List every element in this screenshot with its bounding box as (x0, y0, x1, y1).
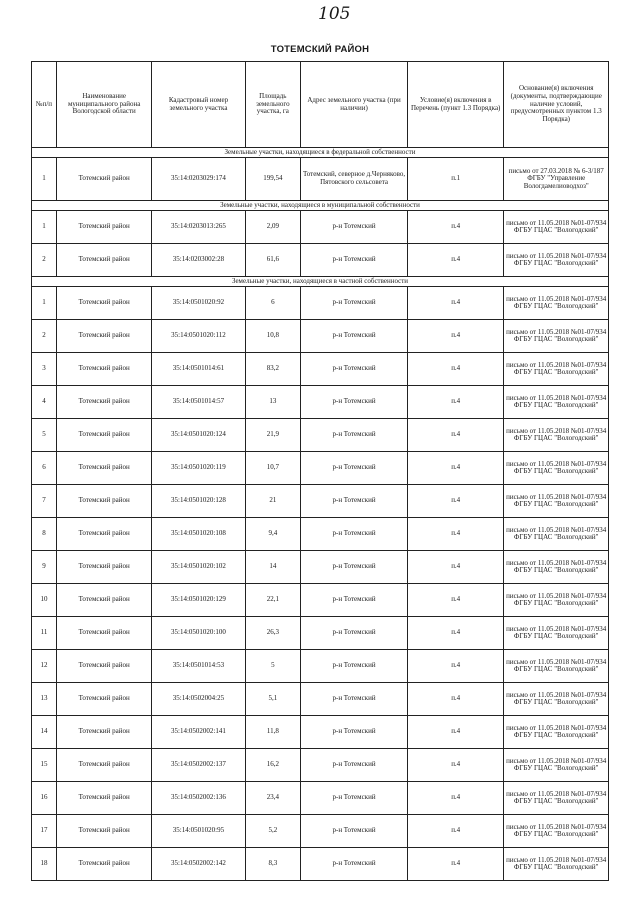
row-area: 5,1 (245, 683, 301, 716)
row-district: Тотемский район (56, 617, 151, 650)
row-address: р-н Тотемский (301, 386, 408, 419)
table-row (32, 815, 609, 848)
row-basis: письмо от 11.05.2018 №01-07/934 ФГБУ ГЦАС "Вологодский" (504, 848, 609, 881)
row-number: 18 (32, 848, 57, 881)
row-district: Тотемский район (56, 518, 151, 551)
row-cadastral-number: 35:14:0501020:119 (152, 452, 245, 485)
row-area: 26,3 (245, 617, 301, 650)
row-area: 10,8 (245, 320, 301, 353)
row-address: р-н Тотемский (301, 287, 408, 320)
row-condition: п.4 (407, 683, 504, 716)
row-condition: п.4 (407, 320, 504, 353)
row-address: р-н Тотемский (301, 815, 408, 848)
row-condition: п.4 (407, 782, 504, 815)
table-row (32, 485, 609, 518)
table-body (32, 62, 609, 881)
header-area: Площадь земельного участка, га (245, 62, 301, 148)
row-cadastral-number: 35:14:0501020:108 (152, 518, 245, 551)
row-cadastral-number: 35:14:0501020:128 (152, 485, 245, 518)
row-area: 199,54 (245, 158, 301, 201)
row-basis: письмо от 11.05.2018 №01-07/934 ФГБУ ГЦАС "Вологодский" (504, 419, 609, 452)
row-district: Тотемский район (56, 244, 151, 277)
row-number: 1 (32, 211, 57, 244)
row-number: 12 (32, 650, 57, 683)
row-basis: письмо от 11.05.2018 №01-07/934 ФГБУ ГЦАС "Вологодский" (504, 617, 609, 650)
row-condition: п.4 (407, 551, 504, 584)
row-basis: письмо от 11.05.2018 №01-07/934 ФГБУ ГЦАС "Вологодский" (504, 551, 609, 584)
row-number: 8 (32, 518, 57, 551)
row-district: Тотемский район (56, 683, 151, 716)
row-condition: п.1 (407, 158, 504, 201)
row-area: 2,09 (245, 211, 301, 244)
row-basis: письмо от 11.05.2018 №01-07/934 ФГБУ ГЦАС "Вологодский" (504, 749, 609, 782)
row-cadastral-number: 35:14:0501020:95 (152, 815, 245, 848)
section-header-row (32, 277, 609, 287)
row-district: Тотемский район (56, 353, 151, 386)
row-cadastral-number: 35:14:0501014:53 (152, 650, 245, 683)
table-row (32, 320, 609, 353)
header-basis: Основание(я) включения (документы, подтверждающие наличие условий, предусмотренных пунктом 1.3 Порядка) (504, 62, 609, 148)
row-number: 9 (32, 551, 57, 584)
row-address: р-н Тотемский (301, 716, 408, 749)
table-row (32, 244, 609, 277)
row-district: Тотемский район (56, 158, 151, 201)
row-condition: п.4 (407, 485, 504, 518)
row-address: р-н Тотемский (301, 211, 408, 244)
row-cadastral-number: 35:14:0501020:100 (152, 617, 245, 650)
row-area: 11,8 (245, 716, 301, 749)
row-cadastral-number: 35:14:0502002:141 (152, 716, 245, 749)
row-number: 16 (32, 782, 57, 815)
row-area: 5,2 (245, 815, 301, 848)
table-row (32, 683, 609, 716)
row-district: Тотемский район (56, 815, 151, 848)
row-district: Тотемский район (56, 320, 151, 353)
row-number: 11 (32, 617, 57, 650)
row-basis: письмо от 11.05.2018 №01-07/934 ФГБУ ГЦАС "Вологодский" (504, 211, 609, 244)
row-basis: письмо от 11.05.2018 №01-07/934 ФГБУ ГЦАС "Вологодский" (504, 716, 609, 749)
row-district: Тотемский район (56, 551, 151, 584)
table-row (32, 617, 609, 650)
row-basis: письмо от 11.05.2018 №01-07/934 ФГБУ ГЦАС "Вологодский" (504, 815, 609, 848)
row-area: 16,2 (245, 749, 301, 782)
row-district: Тотемский район (56, 419, 151, 452)
row-cadastral-number: 35:14:0501020:129 (152, 584, 245, 617)
row-district: Тотемский район (56, 211, 151, 244)
row-area: 21,9 (245, 419, 301, 452)
header-number: №п/п (32, 62, 57, 148)
row-area: 23,4 (245, 782, 301, 815)
table-row (32, 158, 609, 201)
table-row (32, 551, 609, 584)
row-number: 13 (32, 683, 57, 716)
row-district: Тотемский район (56, 452, 151, 485)
row-cadastral-number: 35:14:0501020:124 (152, 419, 245, 452)
row-address: р-н Тотемский (301, 452, 408, 485)
row-condition: п.4 (407, 749, 504, 782)
row-number: 10 (32, 584, 57, 617)
row-condition: п.4 (407, 716, 504, 749)
header-address: Адрес земельного участка (при наличии) (301, 62, 408, 148)
row-number: 14 (32, 716, 57, 749)
row-address: р-н Тотемский (301, 683, 408, 716)
row-condition: п.4 (407, 452, 504, 485)
section-title: Земельные участки, находящиеся в частной собственности (32, 277, 609, 287)
row-address: р-н Тотемский (301, 353, 408, 386)
row-basis: письмо от 11.05.2018 №01-07/934 ФГБУ ГЦАС "Вологодский" (504, 320, 609, 353)
row-cadastral-number: 35:14:0502002:136 (152, 782, 245, 815)
row-district: Тотемский район (56, 485, 151, 518)
row-address: р-н Тотемский (301, 584, 408, 617)
row-condition: п.4 (407, 518, 504, 551)
table-row (32, 716, 609, 749)
row-address: р-н Тотемский (301, 244, 408, 277)
row-cadastral-number: 35:14:0501014:57 (152, 386, 245, 419)
section-header-row (32, 201, 609, 211)
row-area: 8,3 (245, 848, 301, 881)
row-address: р-н Тотемский (301, 749, 408, 782)
row-number: 6 (32, 452, 57, 485)
table-row (32, 650, 609, 683)
header-district: Наименование муниципального района Вологодской области (56, 62, 151, 148)
table-row (32, 584, 609, 617)
table-row (32, 419, 609, 452)
row-condition: п.4 (407, 353, 504, 386)
row-address: Тотемский, северное д.Черняково, Пятовского сельсовета (301, 158, 408, 201)
row-condition: п.4 (407, 815, 504, 848)
row-area: 6 (245, 287, 301, 320)
row-district: Тотемский район (56, 716, 151, 749)
row-basis: письмо от 11.05.2018 №01-07/934 ФГБУ ГЦАС "Вологодский" (504, 650, 609, 683)
row-district: Тотемский район (56, 386, 151, 419)
row-district: Тотемский район (56, 749, 151, 782)
row-basis: письмо от 11.05.2018 №01-07/934 ФГБУ ГЦАС "Вологодский" (504, 683, 609, 716)
row-cadastral-number: 35:14:0502002:142 (152, 848, 245, 881)
row-number: 1 (32, 287, 57, 320)
row-area: 9,4 (245, 518, 301, 551)
section-title: Земельные участки, находящиеся в федеральной собственности (32, 148, 609, 158)
row-basis: письмо от 11.05.2018 №01-07/934 ФГБУ ГЦАС "Вологодский" (504, 452, 609, 485)
table-row (32, 782, 609, 815)
row-area: 5 (245, 650, 301, 683)
table-row (32, 452, 609, 485)
table-row (32, 848, 609, 881)
row-condition: п.4 (407, 848, 504, 881)
row-number: 1 (32, 158, 57, 201)
row-area: 10,7 (245, 452, 301, 485)
row-district: Тотемский район (56, 848, 151, 881)
row-area: 61,6 (245, 244, 301, 277)
row-address: р-н Тотемский (301, 518, 408, 551)
table-row (32, 211, 609, 244)
table-row (32, 518, 609, 551)
row-address: р-н Тотемский (301, 485, 408, 518)
row-address: р-н Тотемский (301, 320, 408, 353)
row-condition: п.4 (407, 584, 504, 617)
row-number: 17 (32, 815, 57, 848)
row-condition: п.4 (407, 244, 504, 277)
row-district: Тотемский район (56, 287, 151, 320)
row-area: 83,2 (245, 353, 301, 386)
row-address: р-н Тотемский (301, 551, 408, 584)
page-title: ТОТЕМСКИЙ РАЙОН (270, 44, 370, 55)
row-number: 7 (32, 485, 57, 518)
row-basis: письмо от 11.05.2018 №01-07/934 ФГБУ ГЦАС "Вологодский" (504, 287, 609, 320)
row-area: 14 (245, 551, 301, 584)
row-number: 4 (32, 386, 57, 419)
row-number: 5 (32, 419, 57, 452)
row-cadastral-number: 35:14:0203013:265 (152, 211, 245, 244)
table-row (32, 287, 609, 320)
row-cadastral-number: 35:14:0501020:92 (152, 287, 245, 320)
row-cadastral-number: 35:14:0502004:25 (152, 683, 245, 716)
table-row (32, 386, 609, 419)
row-condition: п.4 (407, 650, 504, 683)
page-number: 105 (318, 4, 351, 24)
row-condition: п.4 (407, 287, 504, 320)
row-cadastral-number: 35:14:0501014:61 (152, 353, 245, 386)
section-header-row (32, 148, 609, 158)
row-basis: письмо от 11.05.2018 №01-07/934 ФГБУ ГЦАС "Вологодский" (504, 584, 609, 617)
row-number: 2 (32, 244, 57, 277)
row-condition: п.4 (407, 419, 504, 452)
table-header-row (32, 62, 609, 148)
row-basis: письмо от 11.05.2018 №01-07/934 ФГБУ ГЦАС "Вологодский" (504, 782, 609, 815)
row-cadastral-number: 35:14:0502002:137 (152, 749, 245, 782)
table-row (32, 353, 609, 386)
row-cadastral-number: 35:14:0501020:102 (152, 551, 245, 584)
header-condition: Условие(я) включения в Перечень (пункт 1.3 Порядка) (407, 62, 504, 148)
section-title: Земельные участки, находящиеся в муниципальной собственности (32, 201, 609, 211)
row-condition: п.4 (407, 617, 504, 650)
row-basis: письмо от 27.03.2018 № 6-3/187 ФГБУ "Управление Вологдамелиоводхоз" (504, 158, 609, 201)
row-district: Тотемский район (56, 782, 151, 815)
row-cadastral-number: 35:14:0501020:112 (152, 320, 245, 353)
land-plots-table (31, 61, 609, 881)
table-row (32, 749, 609, 782)
row-basis: письмо от 11.05.2018 №01-07/934 ФГБУ ГЦАС "Вологодский" (504, 244, 609, 277)
row-basis: письмо от 11.05.2018 №01-07/934 ФГБУ ГЦАС "Вологодский" (504, 386, 609, 419)
row-address: р-н Тотемский (301, 782, 408, 815)
row-area: 21 (245, 485, 301, 518)
row-condition: п.4 (407, 386, 504, 419)
row-basis: письмо от 11.05.2018 №01-07/934 ФГБУ ГЦАС "Вологодский" (504, 485, 609, 518)
row-address: р-н Тотемский (301, 419, 408, 452)
row-basis: письмо от 11.05.2018 №01-07/934 ФГБУ ГЦАС "Вологодский" (504, 353, 609, 386)
row-area: 13 (245, 386, 301, 419)
row-district: Тотемский район (56, 584, 151, 617)
row-address: р-н Тотемский (301, 617, 408, 650)
row-address: р-н Тотемский (301, 650, 408, 683)
row-cadastral-number: 35:14:0203029:174 (152, 158, 245, 201)
row-condition: п.4 (407, 211, 504, 244)
row-number: 3 (32, 353, 57, 386)
row-basis: письмо от 11.05.2018 №01-07/934 ФГБУ ГЦАС "Вологодский" (504, 518, 609, 551)
header-cadastral-number: Кадастровый номер земельного участка (152, 62, 245, 148)
row-district: Тотемский район (56, 650, 151, 683)
row-area: 22,1 (245, 584, 301, 617)
row-number: 15 (32, 749, 57, 782)
row-cadastral-number: 35:14:0203002:28 (152, 244, 245, 277)
row-number: 2 (32, 320, 57, 353)
row-address: р-н Тотемский (301, 848, 408, 881)
